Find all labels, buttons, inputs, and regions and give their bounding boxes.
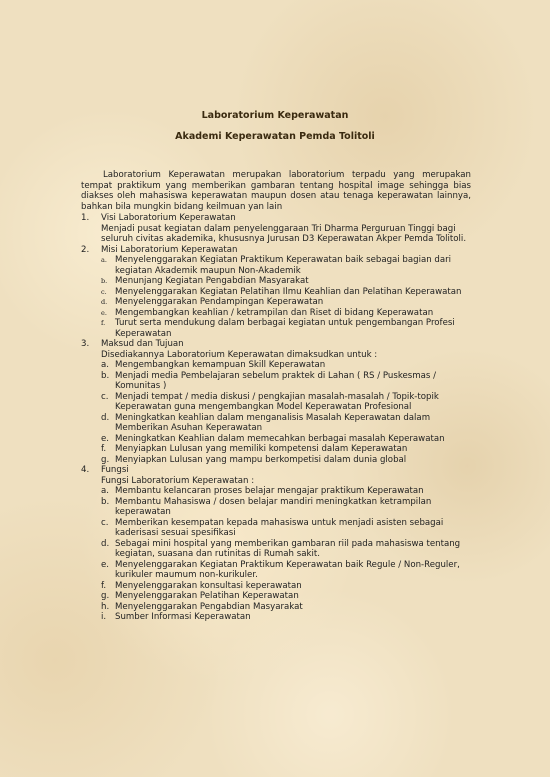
list-item-marker: a.: [101, 256, 107, 264]
list-item-marker: e.: [101, 308, 107, 317]
section-item-list: [81, 486, 473, 623]
list-item: [81, 591, 473, 602]
list-item-marker: b.: [101, 277, 108, 285]
list-item-text: Menyiapkan Lulusan yang mampu berkompetisi dalam dunia global: [115, 454, 407, 465]
list-item: [81, 486, 473, 497]
list-item-marker: c.: [101, 391, 109, 402]
list-item-text: Menyelenggarakan Kegiatan Praktikum Keperawatan baik Regule / Non-Reguler, kurikuler maumum non-kurikuler.: [115, 559, 460, 580]
list-item-marker: f.: [101, 444, 107, 454]
list-item: [81, 318, 473, 339]
list-item: [81, 497, 473, 518]
list-item: [81, 297, 473, 308]
list-item-marker: e.: [101, 559, 110, 570]
list-item: [81, 581, 473, 592]
section-heading-text: Maksud dan Tujuan: [101, 339, 184, 349]
list-item: [81, 612, 473, 623]
list-item-text: Menyelenggarakan konsultasi keperawatan: [115, 580, 302, 591]
list-item-marker: b.: [101, 496, 110, 507]
list-item-marker: f.: [101, 319, 106, 327]
section-heading: [81, 465, 473, 476]
intro-paragraph: Laboratorium Keperawatan merupakan laboratorium terpadu yang merupakan tempat praktikum yang memberikan gambaran tentang hospital image sehingga bias diakses oleh mahasiswa keperawatan maupun dosen atau tenaga keperawatan lainnya, bahkan bila mungkin bidang keilmuan yan lain: [81, 170, 471, 212]
list-item-text: Sebagai mini hospital yang memberikan gambaran riil pada mahasiswa tentang kegiatan, suasana dan rutinitas di Rumah sakit.: [115, 538, 461, 559]
list-item-text: Menjadi media Pembelajaran sebelum praktek di Lahan ( RS / Puskesmas / Komunitas ): [115, 370, 436, 391]
list-item-text: Menunjang Kegiatan Pengabdian Masyarakat: [115, 276, 309, 286]
section-description: Fungsi Laboratorium Keperawatan :: [101, 475, 255, 486]
list-item: [81, 413, 473, 434]
list-item: [81, 276, 473, 287]
list-item-text: Mengembangkan kemampuan Skill Keperawatan: [115, 360, 326, 370]
list-item-marker: c.: [101, 517, 109, 528]
document-subtitle: Akademi Keperawatan Pemda Tolitoli: [175, 131, 375, 142]
list-item-text: Menyiapkan Lulusan yang memiliki kompetensi dalam Keperawatan: [115, 444, 408, 454]
list-item-text: Menyelenggarakan Pendampingan Keperawatan: [115, 297, 324, 307]
section-description: Menjadi pusat kegiatan dalam penyelenggaraan Tri Dharma Perguruan Tinggi bagi seluruh civitas akademika, khususnya Jurusan D3 Keperawatan Akper Pemda Tolitoli.: [101, 223, 467, 244]
section-heading: [81, 245, 473, 256]
list-item-marker: g.: [101, 454, 110, 465]
list-item-text: Menjadi tempat / media diskusi / pengkajian masalah-masalah / Topik-topik Keperawatan guna mengembangkan Model Keperawatan Profesional: [115, 391, 439, 412]
list-item-text: Menyelenggarakan Pelatihan Keperawatan: [115, 591, 299, 601]
list-item-marker: f.: [101, 580, 107, 591]
sections-list: [81, 213, 473, 623]
section-heading-text: Misi Laboratorium Keperawatan: [101, 244, 238, 255]
section-heading: [81, 339, 473, 350]
list-item-text: Meningkatkan keahlian dalam menganalisis Masalah Keperawatan dalam Memberikan Asuhan Keperawatan: [115, 412, 431, 433]
section-number: 1.: [81, 213, 90, 223]
section-description: Disediakannya Laboratorium Keperawatan dimaksudkan untuk :: [101, 349, 378, 360]
list-item-text: Meningkatkan Keahlian dalam memecahkan berbagai masalah Keperawatan: [115, 433, 445, 444]
list-item: [81, 602, 473, 613]
list-item-marker: d.: [101, 538, 110, 549]
section-heading-text: Fungsi: [101, 465, 129, 475]
list-item-text: Menyelenggarakan Kegiatan Praktikum Keperawatan baik sebagai bagian dari kegiatan Akademik maupun Non-Akademik: [115, 255, 452, 276]
list-item: [81, 255, 473, 276]
list-item-marker: h.: [101, 601, 110, 612]
section-item-list: [81, 255, 473, 339]
list-item-marker: i.: [101, 612, 107, 622]
list-item-text: Sumber Informasi Keperawatan: [115, 612, 251, 622]
list-item-text: Memberikan kesempatan kepada mahasiswa untuk menjadi asisten sebagai kaderisasi sesuai spesifikasi: [115, 517, 444, 538]
list-item: [81, 434, 473, 445]
list-item-marker: a.: [101, 360, 109, 370]
list-item-text: Turut serta mendukung dalam berbagai kegiatan untuk pengembangan Profesi Keperawatan: [115, 318, 455, 339]
list-item-text: Mengembangkan keahlian / ketrampilan dan Riset di bidang Keperawatan: [115, 307, 434, 318]
document-title: Laboratorium Keperawatan: [201, 110, 349, 121]
list-item-marker: g.: [101, 591, 110, 601]
list-item-marker: c.: [101, 287, 107, 296]
section-number: 4.: [81, 465, 90, 475]
list-item: [81, 518, 473, 539]
section-heading-text: Visi Laboratorium Keperawatan: [101, 213, 236, 223]
list-item: [81, 360, 473, 371]
list-item: [81, 371, 473, 392]
list-item-text: Membantu Mahasiswa / dosen belajar mandiri meningkatkan ketrampilan keperawatan: [115, 496, 432, 517]
list-item: [81, 308, 473, 319]
list-item: [81, 560, 473, 581]
list-item-marker: b.: [101, 370, 110, 381]
section-2: [81, 245, 473, 340]
list-item-marker: d.: [101, 298, 108, 306]
section-1: [81, 213, 473, 245]
section-3: [81, 339, 473, 465]
list-item: [81, 539, 473, 560]
list-item-marker: e.: [101, 433, 110, 444]
section-number: 3.: [81, 339, 90, 349]
section-number: 2.: [81, 244, 90, 255]
list-item-marker: a.: [101, 486, 109, 496]
list-item-text: Membantu kelancaran proses belajar mengajar praktikum Keperawatan: [115, 486, 424, 496]
list-item: [81, 287, 473, 298]
section-item-list: [81, 360, 473, 465]
list-item: [81, 392, 473, 413]
list-item-text: Menyelenggarakan Pengabdian Masyarakat: [115, 601, 303, 612]
section-heading: [81, 213, 473, 224]
list-item-text: Menyelenggarakan Kegiatan Pelatihan Ilmu Keahlian dan Pelatihan Keperawatan: [115, 286, 462, 297]
list-item-marker: d.: [101, 412, 110, 423]
list-item: [81, 444, 473, 455]
section-4: [81, 465, 473, 623]
list-item: [81, 455, 473, 466]
